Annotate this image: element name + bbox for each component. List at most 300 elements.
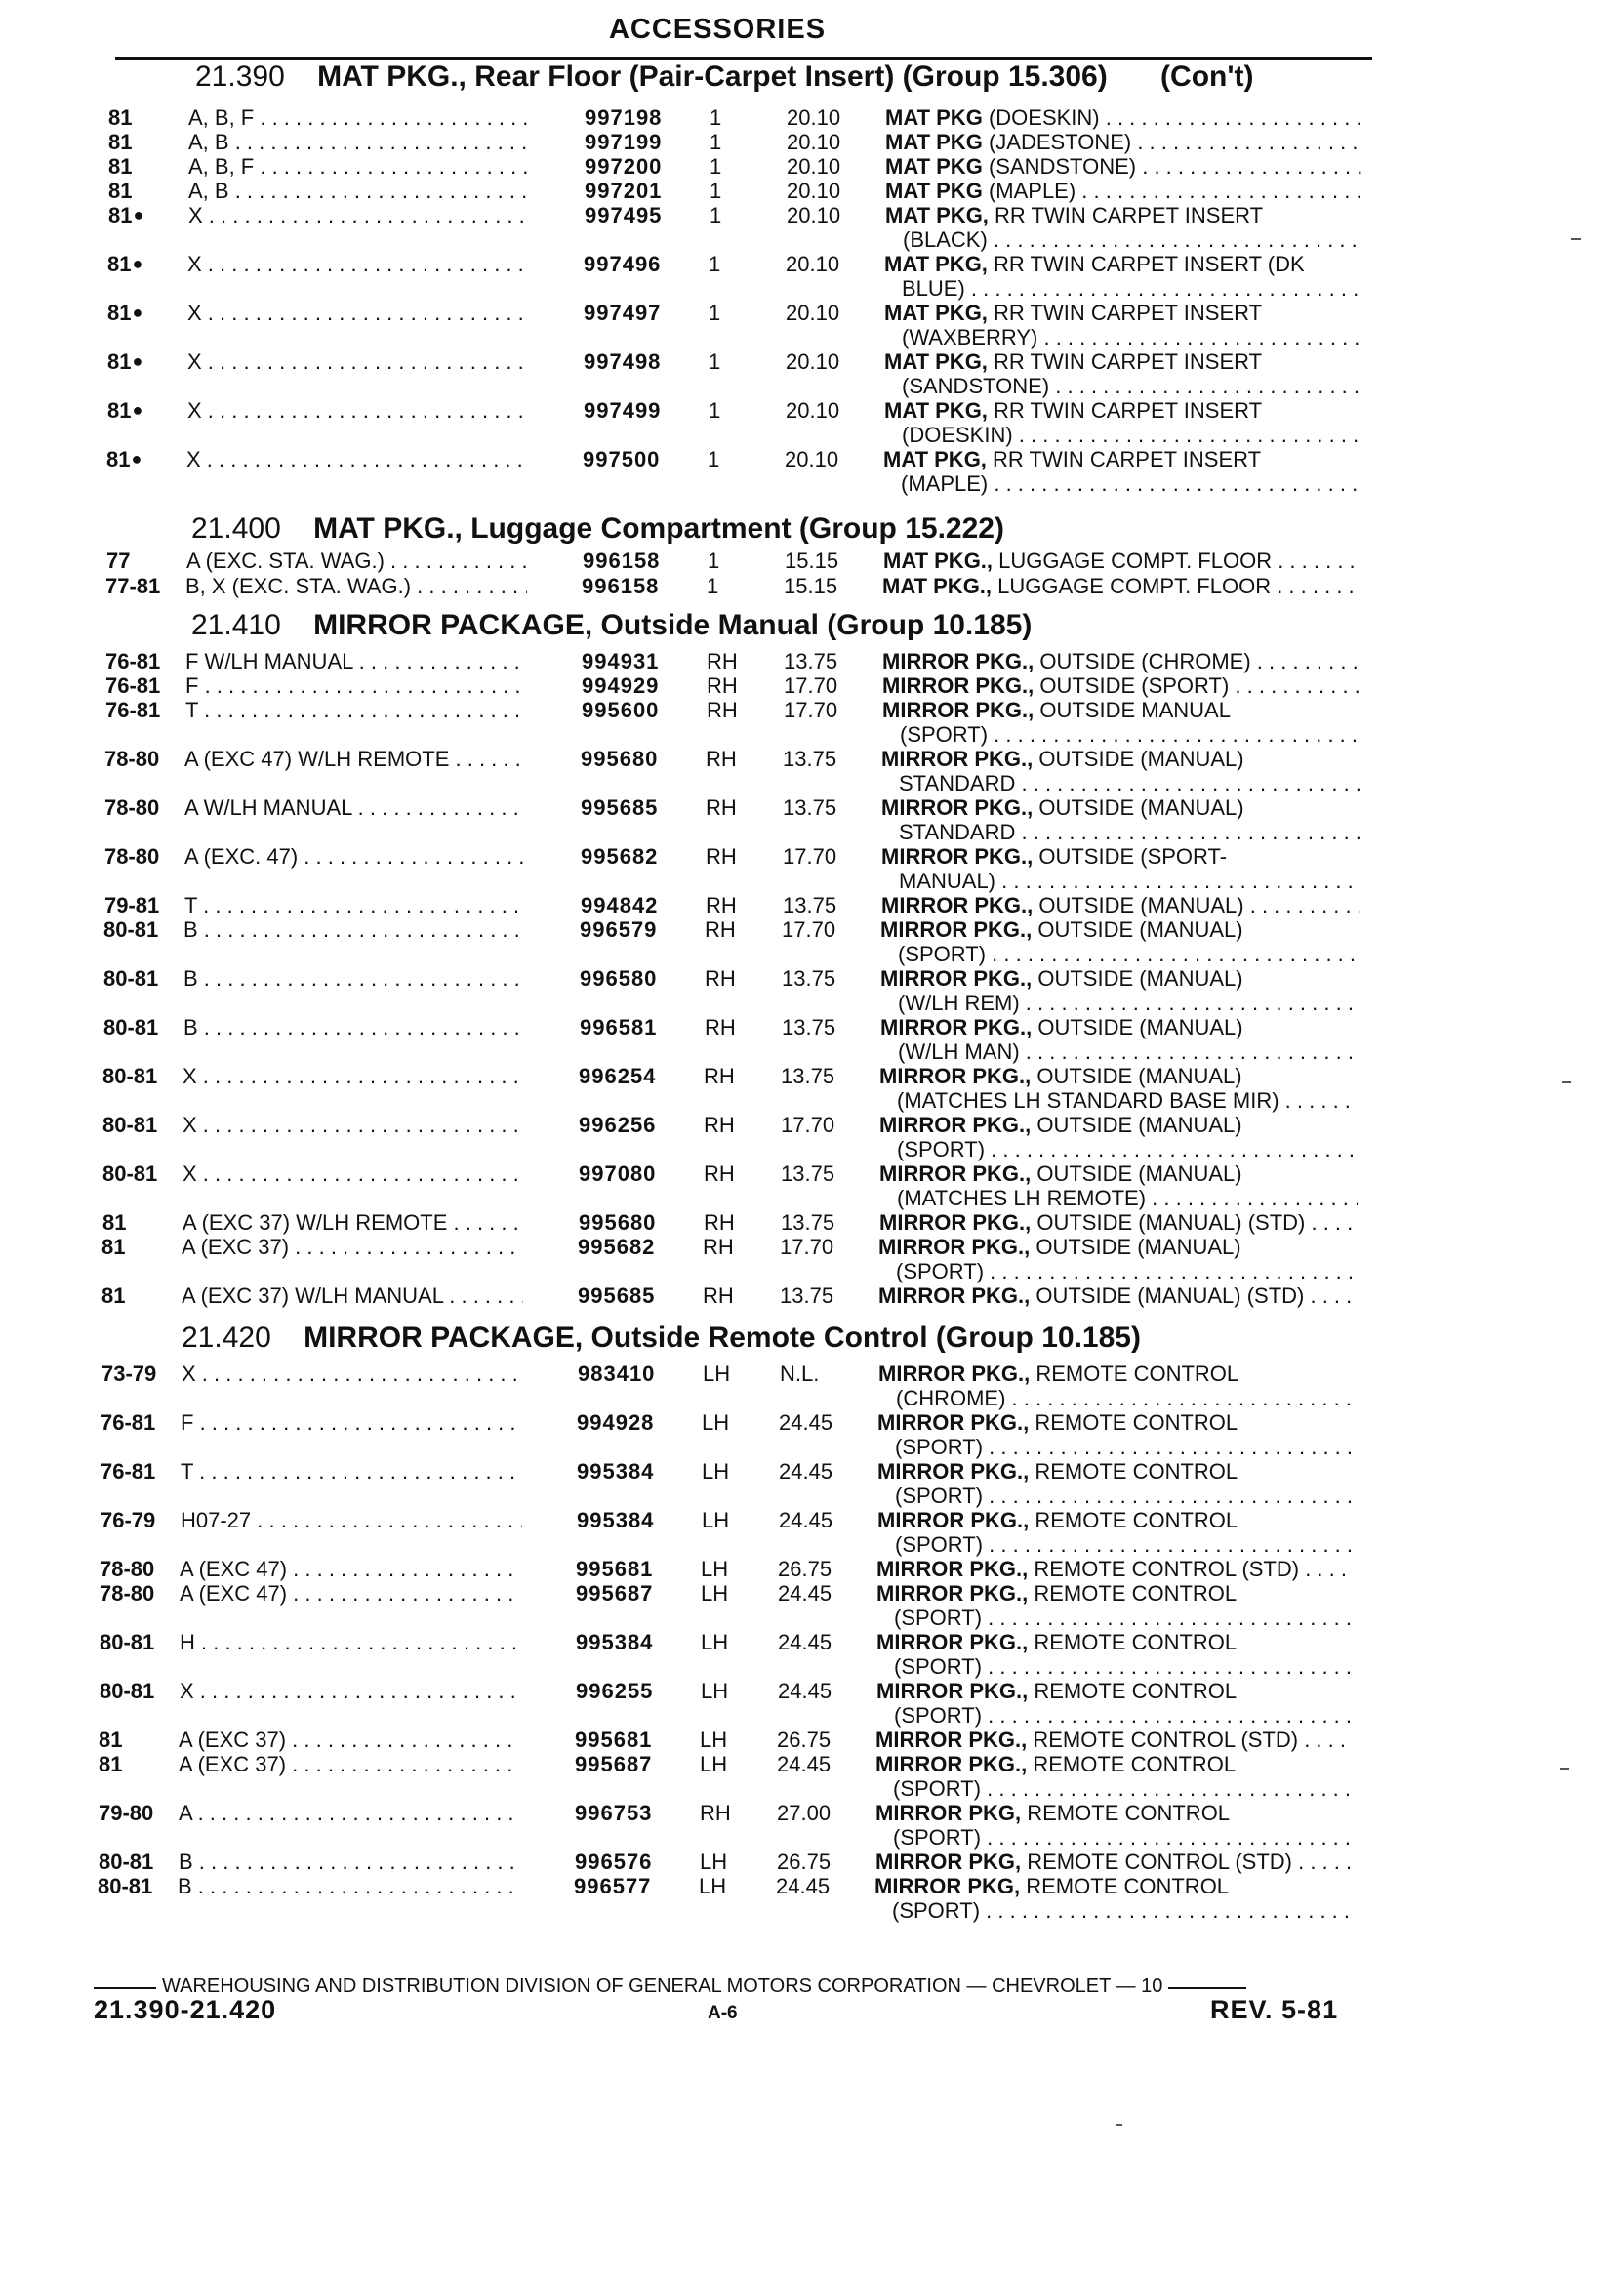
model-cell — [186, 549, 528, 573]
description-detail: REMOTE CONTROL — [1034, 1630, 1238, 1654]
year-text: 81 — [108, 154, 133, 179]
year-cell — [102, 1210, 126, 1235]
quantity-side: 1 — [709, 301, 721, 325]
model-cell — [181, 1459, 522, 1484]
model-cell — [188, 130, 530, 154]
description-line — [880, 966, 1359, 991]
description-continuation: (DOESKIN) . . . — [884, 423, 1362, 447]
price: 24.45 — [777, 1752, 832, 1776]
part-number: 995687 — [575, 1752, 653, 1776]
part-number: 995682 — [578, 1235, 656, 1259]
quantity-side: 1 — [710, 130, 722, 154]
footer-division-line — [94, 1975, 1353, 1998]
quantity-side: RH — [707, 649, 738, 673]
part-number: 996576 — [575, 1850, 653, 1874]
part-number: 997498 — [584, 349, 662, 374]
part-number: 995600 — [582, 698, 660, 722]
model-cell — [184, 893, 526, 917]
part-number: 994842 — [581, 893, 659, 917]
quantity-side: LH — [703, 1362, 731, 1386]
model-cell — [180, 1679, 521, 1703]
description-cell — [876, 1630, 1355, 1679]
description-cell — [876, 1557, 1355, 1581]
part-number: 995384 — [577, 1459, 655, 1484]
quantity-side: RH — [707, 673, 738, 698]
model-cell — [188, 179, 530, 203]
description-cell — [875, 1801, 1354, 1850]
footer-division: WAREHOUSING AND DISTRIBUTION DIVISION OF GENERAL MOTORS CORPORATION — CHEVROLET — 10 — [162, 1975, 1163, 1997]
description-detail: RR TWIN CARPET INSERT (DK — [994, 252, 1305, 276]
description-continuation: (SANDSTONE) . . . — [884, 374, 1362, 398]
description-line — [884, 349, 1362, 374]
description-item: MIRROR PKG., — [879, 1064, 1032, 1088]
footer-revision: REV. 5-81 — [1210, 1995, 1339, 2024]
year-cell — [107, 252, 142, 276]
description-cell — [882, 649, 1360, 673]
model-cell — [185, 574, 527, 598]
year-text: 77-81 — [105, 574, 161, 598]
description-item: MAT PKG — [885, 179, 983, 203]
year-cell — [108, 203, 143, 227]
price: 20.10 — [785, 447, 839, 471]
part-number: 996579 — [580, 917, 658, 942]
description-detail: RR TWIN CARPET INSERT — [994, 301, 1263, 325]
year-cell — [101, 1508, 155, 1532]
description-detail: REMOTE CONTROL — [1027, 1801, 1231, 1825]
description-line — [880, 1015, 1359, 1039]
description-line — [876, 1557, 1355, 1581]
description-detail: OUTSIDE (MANUAL) — [1036, 1161, 1242, 1186]
description-continuation: (SPORT) . . . — [877, 1435, 1356, 1459]
year-cell — [106, 447, 142, 471]
model-text: X — [187, 349, 202, 374]
part-number: 994928 — [577, 1410, 655, 1435]
part-number: 995687 — [576, 1581, 654, 1606]
price: 17.70 — [784, 673, 838, 698]
year-cell — [108, 105, 132, 130]
model-cell — [184, 844, 526, 869]
description-continuation: (SPORT) . . . — [878, 1259, 1357, 1283]
model-text: X — [186, 447, 201, 471]
description-item: MAT PKG, — [884, 252, 988, 276]
description-detail: OUTSIDE (SPORT- — [1038, 844, 1228, 869]
description-item: MIRROR PKG., — [876, 1630, 1029, 1654]
model-cell — [187, 301, 529, 325]
description-line — [875, 1752, 1354, 1776]
part-number: 996158 — [582, 574, 660, 598]
year-cell — [102, 1064, 157, 1088]
model-cell — [183, 1015, 525, 1039]
description-cell — [877, 1508, 1356, 1557]
footer-rule-left — [94, 1987, 156, 1989]
section-title: MAT PKG., Luggage Compartment (Group 15.222) — [313, 512, 1004, 545]
description-detail: (SANDSTONE) — [988, 154, 1137, 179]
model-text: T — [181, 1459, 194, 1484]
model-cell — [188, 154, 530, 179]
description-cell — [885, 203, 1363, 252]
description-line — [882, 649, 1360, 673]
year-cell — [105, 698, 160, 722]
model-cell — [183, 1064, 524, 1088]
year-text: 76-81 — [101, 1459, 156, 1484]
price: 15.15 — [785, 549, 839, 573]
model-cell — [187, 252, 529, 276]
description-detail: REMOTE CONTROL (STD) — [1033, 1728, 1299, 1752]
model-cell — [185, 649, 527, 673]
price: 13.75 — [784, 649, 838, 673]
model-cell — [185, 698, 527, 722]
quantity-side: LH — [701, 1581, 729, 1606]
year-text: 78-80 — [104, 747, 160, 771]
year-text: 80-81 — [103, 917, 159, 942]
scan-speck — [1571, 238, 1581, 240]
price: 24.45 — [779, 1410, 833, 1435]
description-continuation: (MATCHES LH STANDARD BASE MIR) . . . — [879, 1088, 1358, 1113]
description-item: MIRROR PKG., — [875, 1728, 1028, 1752]
year-cell — [107, 301, 142, 325]
model-text: A W/LH MANUAL — [184, 795, 352, 820]
model-text: A (EXC 37) — [179, 1728, 287, 1752]
model-text: B — [183, 917, 198, 942]
price: 20.10 — [787, 203, 841, 227]
part-number: 997198 — [585, 105, 663, 130]
model-text: X — [182, 1362, 196, 1386]
description-item: MIRROR PKG., — [882, 698, 1035, 722]
model-text: B — [178, 1874, 192, 1898]
description-line — [884, 252, 1362, 276]
year-text: 80-81 — [100, 1630, 155, 1654]
description-continuation: BLUE) . . . — [884, 276, 1362, 301]
model-cell — [187, 398, 529, 423]
quantity-side: LH — [701, 1679, 729, 1703]
price: 24.45 — [776, 1874, 831, 1898]
year-text: 81 — [108, 105, 133, 130]
section-title: MIRROR PACKAGE, Outside Remote Control (Group 10.185) — [304, 1322, 1141, 1354]
footer-page-number: A-6 — [708, 2003, 738, 2023]
year-text: 78-80 — [100, 1581, 155, 1606]
model-text: A (EXC. 47) — [184, 844, 299, 869]
model-text: A (EXC. STA. WAG.) — [186, 549, 385, 573]
model-cell — [180, 1581, 521, 1606]
description-cell — [883, 549, 1361, 573]
model-cell — [179, 1850, 520, 1874]
model-text: X — [183, 1161, 197, 1186]
year-cell — [102, 1161, 157, 1186]
year-cell — [102, 1235, 125, 1259]
price: 13.75 — [782, 966, 836, 991]
model-text: F — [185, 673, 199, 698]
description-cell — [880, 1015, 1359, 1064]
description-item: MIRROR PKG., — [880, 917, 1033, 942]
description-continuation: (SPORT) . . . — [879, 1137, 1358, 1161]
description-line — [884, 398, 1362, 423]
model-text: A (EXC 37) W/LH REMOTE — [183, 1210, 448, 1235]
description-item: MIRROR PKG., — [881, 795, 1034, 820]
description-cell — [883, 447, 1361, 496]
model-cell — [180, 1630, 521, 1654]
year-text: 81 — [99, 1752, 123, 1776]
description-line — [879, 1113, 1358, 1137]
year-cell — [108, 179, 132, 203]
description-item: MIRROR PKG., — [881, 747, 1034, 771]
description-cell — [885, 105, 1363, 130]
model-cell — [180, 1557, 521, 1581]
part-number: 996158 — [583, 549, 661, 573]
year-cell — [102, 1113, 157, 1137]
description-cell — [876, 1581, 1355, 1630]
year-text: 76-79 — [101, 1508, 156, 1532]
part-number: 997497 — [584, 301, 662, 325]
model-cell — [178, 1874, 519, 1898]
section-number: 21.410 — [191, 609, 281, 641]
description-item: MIRROR PKG., — [875, 1752, 1028, 1776]
model-text: A, B — [188, 130, 229, 154]
year-text: 77 — [106, 549, 131, 573]
price: 13.75 — [783, 747, 837, 771]
year-cell — [106, 549, 130, 573]
description-item: MAT PKG — [885, 154, 983, 179]
description-item: MIRROR PKG, — [874, 1874, 1021, 1898]
description-continuation: (SPORT) . . . — [876, 1654, 1355, 1679]
section-title: MAT PKG., Rear Floor (Pair-Carpet Insert) (Group 15.306) — [317, 61, 1108, 93]
description-cell — [878, 1362, 1357, 1410]
footer-section-code: 21.390-21.420 — [94, 1995, 277, 2024]
quantity-side: RH — [705, 966, 736, 991]
description-item: MIRROR PKG., — [879, 1161, 1032, 1186]
description-continuation: (BLACK) . . . — [885, 227, 1363, 252]
description-cell — [882, 698, 1360, 747]
year-cell — [99, 1728, 122, 1752]
description-line — [884, 301, 1362, 325]
description-cell — [885, 154, 1363, 179]
section-heading — [191, 609, 1032, 642]
description-continuation: (SPORT) . . . — [875, 1825, 1354, 1850]
description-detail: REMOTE CONTROL — [1026, 1874, 1230, 1898]
description-detail: REMOTE CONTROL — [1034, 1581, 1238, 1606]
model-cell — [185, 673, 527, 698]
description-item: MIRROR PKG., — [881, 893, 1034, 917]
quantity-side: RH — [706, 747, 737, 771]
bullet-icon: ● — [132, 400, 143, 420]
description-continuation: (WAXBERRY) . . . — [884, 325, 1362, 349]
description-detail: RR TWIN CARPET INSERT — [995, 203, 1264, 227]
quantity-side: 1 — [710, 105, 722, 130]
description-detail: LUGGAGE COMPT. FLOOR — [998, 549, 1273, 573]
price: 13.75 — [781, 1064, 835, 1088]
price: 20.10 — [786, 301, 840, 325]
year-text: 80-81 — [103, 966, 159, 991]
year-cell — [101, 1410, 155, 1435]
year-text: 81 — [107, 398, 132, 423]
part-number: 997200 — [585, 154, 663, 179]
model-cell — [179, 1752, 520, 1776]
year-cell — [99, 1801, 153, 1825]
description-detail: (MAPLE) — [988, 179, 1076, 203]
year-text: 78-80 — [104, 795, 160, 820]
description-item: MIRROR PKG., — [879, 1113, 1032, 1137]
quantity-side: RH — [704, 1113, 735, 1137]
part-number: 997499 — [584, 398, 662, 423]
price: 20.10 — [786, 398, 840, 423]
price: 20.10 — [787, 154, 841, 179]
price: 15.15 — [784, 574, 838, 598]
part-number: 995384 — [576, 1630, 654, 1654]
quantity-side: RH — [706, 844, 737, 869]
part-number: 994931 — [582, 649, 660, 673]
description-continuation: (SPORT) . . . — [876, 1703, 1355, 1728]
description-continuation: (MATCHES LH REMOTE) . . . — [879, 1186, 1358, 1210]
description-continuation: (SPORT) . . . — [877, 1484, 1356, 1508]
price: 13.75 — [781, 1161, 835, 1186]
quantity-side: 1 — [709, 349, 721, 374]
description-continuation: STANDARD . . . — [881, 820, 1360, 844]
part-number: 996255 — [576, 1679, 654, 1703]
description-line — [880, 917, 1359, 942]
description-line — [885, 154, 1363, 179]
description-detail: OUTSIDE (MANUAL) — [1038, 795, 1244, 820]
scan-speck — [1560, 1768, 1569, 1770]
model-cell — [183, 1113, 524, 1137]
description-continuation: MANUAL) . . . — [881, 869, 1360, 893]
part-number: 995681 — [575, 1728, 653, 1752]
year-text: 81 — [106, 447, 131, 471]
description-detail: REMOTE CONTROL — [1033, 1752, 1237, 1776]
part-number: 996581 — [580, 1015, 658, 1039]
description-detail: OUTSIDE (MANUAL) — [1037, 1015, 1243, 1039]
model-text: A (EXC 37) — [182, 1235, 290, 1259]
model-cell — [188, 105, 530, 130]
year-text: 80-81 — [98, 1874, 153, 1898]
description-continuation: (SPORT) . . . — [875, 1776, 1354, 1801]
year-cell — [99, 1752, 122, 1776]
price: 27.00 — [777, 1801, 832, 1825]
year-text: 76-81 — [105, 698, 161, 722]
description-item: MIRROR PKG, — [875, 1850, 1022, 1874]
part-number: 997201 — [585, 179, 663, 203]
scan-speck — [1116, 2124, 1122, 2126]
section-number: 21.420 — [182, 1322, 271, 1354]
description-line — [885, 203, 1363, 227]
part-number: 996577 — [574, 1874, 652, 1898]
description-cell — [876, 1679, 1355, 1728]
year-text: 81 — [102, 1283, 126, 1308]
quantity-side: RH — [706, 893, 737, 917]
section-title: MIRROR PACKAGE, Outside Manual (Group 10.185) — [313, 609, 1033, 641]
description-cell — [879, 1064, 1358, 1113]
description-line — [875, 1728, 1354, 1752]
description-continuation: (SPORT) . . . — [876, 1606, 1355, 1630]
description-detail: RR TWIN CARPET INSERT — [993, 447, 1262, 471]
description-detail: REMOTE CONTROL — [1035, 1459, 1238, 1484]
description-cell — [880, 917, 1359, 966]
description-cell — [878, 1235, 1357, 1283]
quantity-side: RH — [700, 1801, 731, 1825]
price: 24.45 — [779, 1459, 833, 1484]
part-number: 995685 — [578, 1283, 656, 1308]
year-text: 81 — [108, 130, 133, 154]
model-text: X — [188, 203, 203, 227]
year-text: 81 — [99, 1728, 123, 1752]
year-text: 73-79 — [102, 1362, 157, 1386]
description-line — [879, 1210, 1358, 1235]
year-text: 81 — [107, 349, 132, 374]
description-item: MIRROR PKG., — [878, 1362, 1031, 1386]
quantity-side: 1 — [708, 447, 720, 471]
description-detail: OUTSIDE (MANUAL) — [1038, 893, 1244, 917]
model-text: X — [187, 301, 202, 325]
description-detail: OUTSIDE (SPORT) — [1039, 673, 1230, 698]
description-continuation: (CHROME) . . . — [878, 1386, 1357, 1410]
model-cell — [188, 203, 530, 227]
description-detail: OUTSIDE (MANUAL) (STD) — [1036, 1210, 1306, 1235]
description-line — [881, 893, 1360, 917]
model-text: A (EXC 47) — [180, 1557, 288, 1581]
part-number: 996580 — [580, 966, 658, 991]
quantity-side: LH — [702, 1508, 730, 1532]
year-cell — [100, 1557, 154, 1581]
year-cell — [103, 1015, 158, 1039]
year-cell — [108, 154, 132, 179]
price: 24.45 — [778, 1679, 832, 1703]
description-line — [876, 1581, 1355, 1606]
price: 13.75 — [783, 893, 837, 917]
quantity-side: RH — [704, 1161, 735, 1186]
section-number: 21.400 — [191, 512, 281, 545]
description-cell — [885, 130, 1363, 154]
price: 17.70 — [784, 698, 838, 722]
description-line — [882, 574, 1360, 598]
description-line — [876, 1679, 1355, 1703]
description-line — [885, 179, 1363, 203]
quantity-side: 1 — [710, 179, 722, 203]
model-text: A (EXC 47) W/LH REMOTE — [184, 747, 450, 771]
model-text: A (EXC 37) W/LH MANUAL — [182, 1283, 444, 1308]
description-cell — [881, 893, 1360, 917]
year-text: 80-81 — [102, 1113, 158, 1137]
year-text: 80-81 — [102, 1161, 158, 1186]
description-detail: REMOTE CONTROL (STD) — [1034, 1557, 1300, 1581]
model-text: A — [179, 1801, 192, 1825]
description-line — [881, 844, 1360, 869]
quantity-side: RH — [703, 1283, 734, 1308]
model-cell — [182, 1283, 523, 1308]
description-item: MAT PKG., — [883, 549, 994, 573]
model-text: A, B, F — [188, 154, 255, 179]
model-cell — [181, 1508, 522, 1532]
description-detail: (JADESTONE) — [988, 130, 1132, 154]
description-cell — [885, 179, 1363, 203]
description-item: MIRROR PKG., — [881, 844, 1034, 869]
price: 20.10 — [786, 252, 840, 276]
description-item: MIRROR PKG., — [879, 1210, 1032, 1235]
description-continuation: STANDARD . . . — [881, 771, 1360, 795]
model-text: A, B, F — [188, 105, 255, 130]
year-cell — [104, 747, 159, 771]
quantity-side: RH — [704, 1064, 735, 1088]
quantity-side: RH — [705, 1015, 736, 1039]
model-text: X — [187, 398, 202, 423]
model-text: H — [180, 1630, 195, 1654]
model-cell — [179, 1801, 520, 1825]
quantity-side: RH — [707, 698, 738, 722]
year-cell — [107, 398, 142, 423]
model-text: H07-27 — [181, 1508, 252, 1532]
quantity-side: 1 — [710, 203, 722, 227]
description-detail: OUTSIDE (MANUAL) — [1036, 1064, 1242, 1088]
model-text: F — [181, 1410, 194, 1435]
bullet-icon: ● — [132, 351, 143, 371]
price: 26.75 — [778, 1557, 832, 1581]
